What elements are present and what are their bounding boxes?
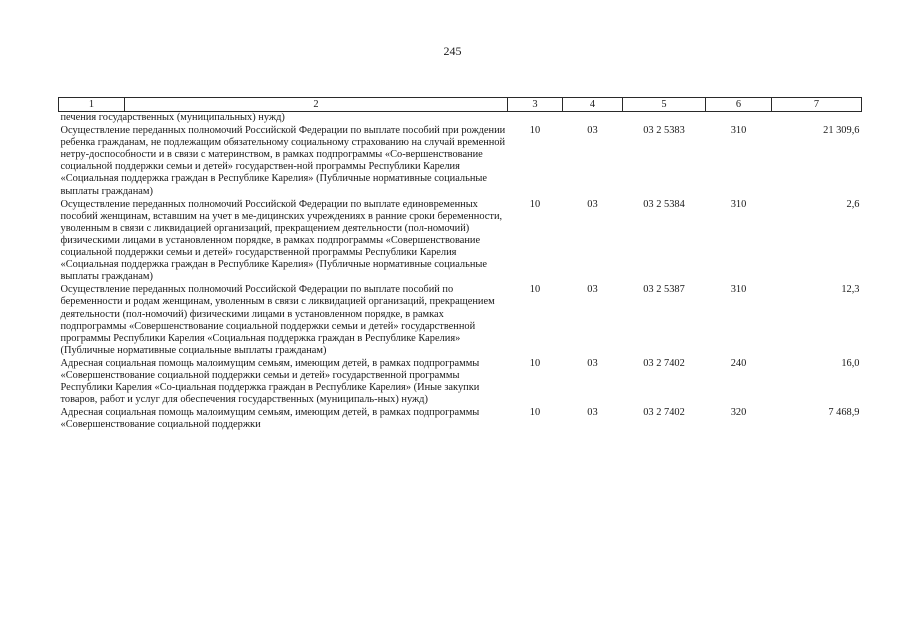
table-row <box>59 358 862 407</box>
row-description: Осуществление переданных полномочий Российской Федерации по выплате единовременных пособий женщинам, вставшим на учет в ме-дицинских учреждениях в ранние сроки беременности, уволенным в связи с ликвидацией организаций, прекращением деятельности (пол-номочий) физическими лицами в установленном порядке, в рамках подпрограммы «Совершенствование социальной поддержки семьи и детей» государственной программы Республики Карелия «Социальная поддержка граждан в Республике Карелия» (Публичные нормативные социальные выплаты гражданам) <box>60 198 503 283</box>
continuation-text: печения государственных (муниципальных) нужд) <box>60 112 285 123</box>
row-amount: 7 468,9 <box>828 407 860 419</box>
row-expense-type: 320 <box>730 407 747 419</box>
header-col-5: 5 <box>623 98 706 112</box>
budget-table <box>58 97 862 432</box>
row-expense-type: 310 <box>730 125 747 137</box>
continuation-row <box>59 112 862 126</box>
row-description: Адресная социальная помощь малоимущим семьям, имеющим детей, в рамках подпрограммы «Совершенствование социальной поддержки семьи и детей» государственной программы Республики Карелия «Со-циальная поддержка граждан в Республике Карелия» (Иные закупки товаров, работ и услуг для обеспечения государственных (муниципаль-ных) нужд) <box>60 357 480 406</box>
row-amount: 2,6 <box>846 198 860 210</box>
header-col-1: 1 <box>59 98 125 112</box>
row-amount: 21 309,6 <box>823 125 860 137</box>
row-section: 10 <box>529 125 541 137</box>
row-subsection: 03 <box>587 284 598 296</box>
row-amount: 12,3 <box>841 284 860 296</box>
row-description: Осуществление переданных полномочий Российской Федерации по выплате пособий при рождении ребенка гражданам, не подлежащим обязательному социальному страхованию на случай временной нетру-доспособности и в связи с материнством, в рамках подпрограммы «Со-вершенствование социальной поддержки семьи и детей» государствен-ной программы Республики Карелия «Социальная поддержка граждан в Республике Карелия» (Публичные нормативные социальные выплаты гражданам) <box>60 125 506 197</box>
row-subsection: 03 <box>587 407 598 419</box>
header-col-7: 7 <box>772 98 862 112</box>
page-number: 245 <box>443 44 462 58</box>
table-row <box>59 199 862 285</box>
row-target-code: 03 2 5383 <box>643 125 685 137</box>
row-target-code: 03 2 5387 <box>643 284 685 296</box>
table-row <box>59 284 862 358</box>
header-row <box>59 98 862 112</box>
row-expense-type: 310 <box>730 284 747 296</box>
row-target-code: 03 2 5384 <box>643 198 685 210</box>
row-description: Осуществление переданных полномочий Российской Федерации по выплате пособий по беременности и родам женщинам, уволенным в связи с ликвидацией организаций, прекращением деятельности (пол-номочий) физическими лицами в установленном порядке, в рамках подпрограммы «Совершенствование социальной поддержки семьи и детей» государственной программы Республики Карелия «Социальная поддержка граждан в Республике Карелия» (Публичные нормативные социальные выплаты гражданам) <box>60 284 495 356</box>
row-section: 10 <box>529 407 541 419</box>
row-amount: 16,0 <box>841 357 860 369</box>
row-target-code: 03 2 7402 <box>643 357 685 369</box>
row-subsection: 03 <box>587 125 598 137</box>
header-col-6: 6 <box>706 98 772 112</box>
row-target-code: 03 2 7402 <box>643 407 685 419</box>
header-col-3: 3 <box>508 98 563 112</box>
row-section: 10 <box>529 357 541 369</box>
table-row <box>59 407 862 432</box>
row-section: 10 <box>529 198 541 210</box>
row-description: Адресная социальная помощь малоимущим семьям, имеющим детей, в рамках подпрограммы «Совершенствование социальной поддержки <box>60 407 480 431</box>
row-expense-type: 240 <box>730 357 747 369</box>
header-col-2: 2 <box>125 98 508 112</box>
row-subsection: 03 <box>587 357 598 369</box>
table-row <box>59 125 862 199</box>
row-section: 10 <box>529 284 541 296</box>
row-subsection: 03 <box>587 198 598 210</box>
row-expense-type: 310 <box>730 198 747 210</box>
header-col-4: 4 <box>563 98 623 112</box>
